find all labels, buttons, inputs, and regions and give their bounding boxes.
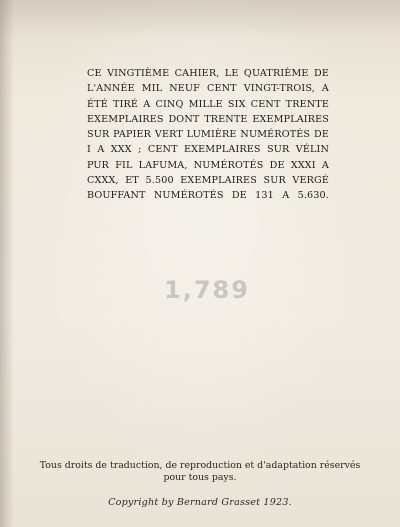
colophon-line: SUR PAPIER VERT LUMIÈRE NUMÉROTÉS DE [87, 129, 329, 141]
colophon-line: L'ANNÉE MIL NEUF CENT VINGT-TROIS, A [87, 83, 329, 95]
copyright-notice: Copyright by Bernard Grasset 1923. [108, 497, 292, 508]
colophon-line: I A XXX ; CENT EXEMPLAIRES SUR VÉLIN [87, 144, 329, 156]
rights-line: Tous droits de traduction, de reproduction et d'adaptation réservés [39, 460, 361, 471]
colophon-text [87, 66, 329, 204]
colophon-line: PUR FIL LAFUMA, NUMÉROTÉS DE XXXI A [87, 159, 329, 171]
colophon-line: CE VINGTIÈME CAHIER, LE QUATRIÈME DE [87, 68, 329, 79]
rights-notice [20, 460, 380, 484]
colophon-line: EXEMPLAIRES DONT TRENTE EXEMPLAIRES [87, 113, 329, 125]
rights-line: pour tous pays. [163, 472, 237, 483]
colophon-line: BOUFFANT NUMÉROTÉS DE 131 A 5.630. [87, 190, 329, 202]
colophon-line: ÉTÉ TIRÉ A CINQ MILLE SIX CENT TRENTE [87, 98, 329, 110]
colophon-line: CXXX, ET 5.500 EXEMPLAIRES SUR VERGÉ [87, 175, 329, 187]
copy-number-stamp: 1,789 [164, 276, 250, 304]
